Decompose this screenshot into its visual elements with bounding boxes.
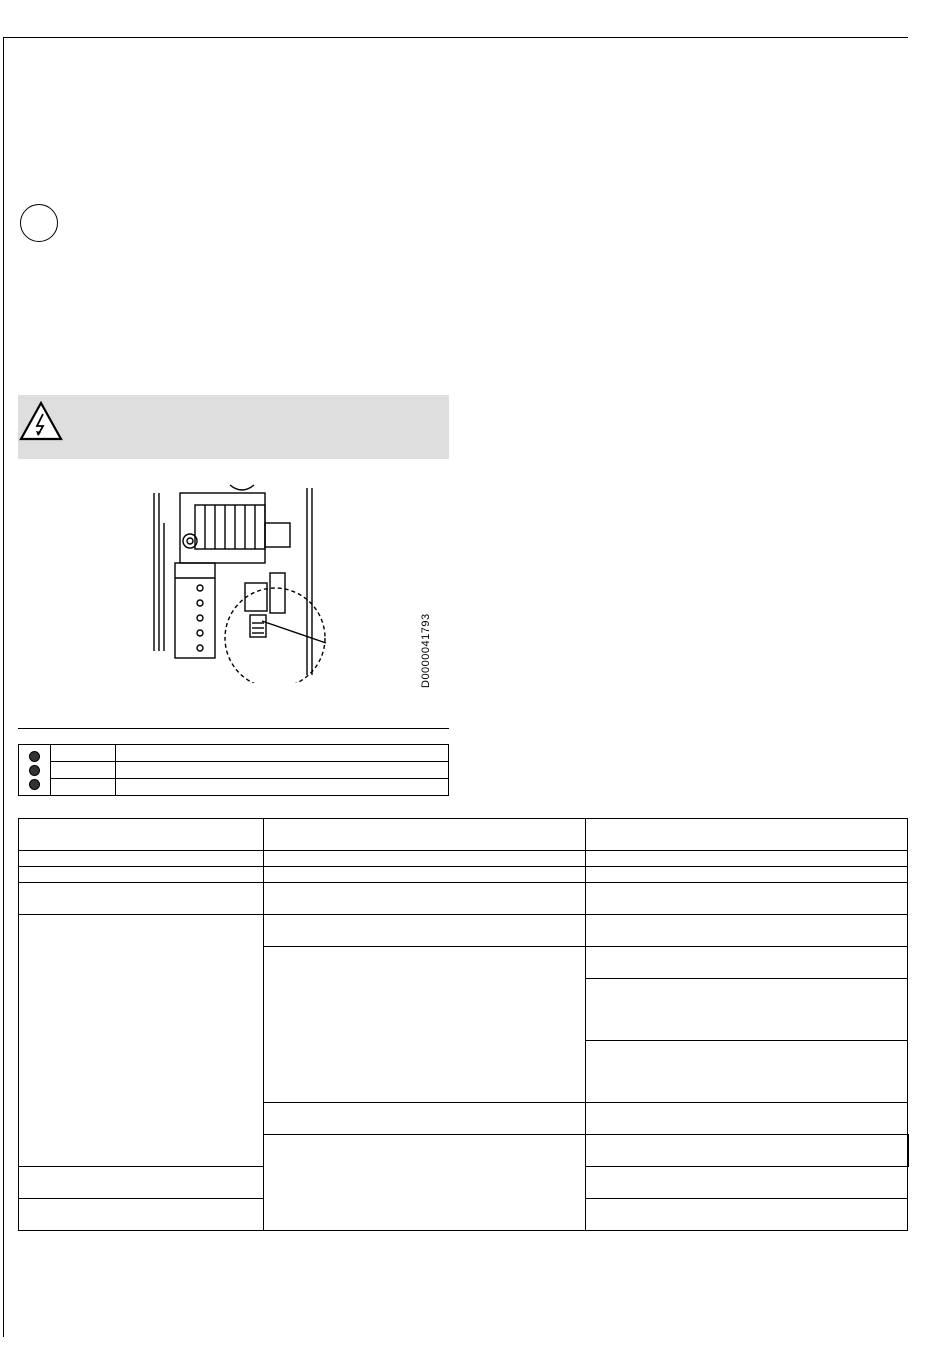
table-cell (908, 1135, 909, 1167)
legend-value-cell (116, 745, 449, 762)
table-cell (585, 915, 907, 947)
table-cell (585, 867, 907, 883)
terminal-dot-icon (29, 779, 40, 790)
table-cell (585, 1167, 907, 1199)
legend-table (18, 744, 449, 796)
table-cell (19, 867, 264, 883)
table-cell (585, 1103, 907, 1135)
table-cell (19, 915, 264, 1167)
terminal-dot-icon (29, 765, 40, 776)
table-row (19, 851, 909, 867)
table-cell (264, 867, 585, 883)
table-cell (585, 1041, 907, 1103)
table-cell (19, 819, 264, 851)
terminal-dot-icon (29, 751, 40, 762)
warning-box (18, 395, 449, 459)
table-cell (585, 851, 907, 867)
table-cell (264, 947, 585, 1103)
table-cell (585, 819, 907, 851)
legend-value-cell (116, 779, 449, 796)
table-row (19, 915, 909, 947)
page-top-rule (3, 37, 908, 38)
table-row (19, 883, 909, 915)
terminal-legend (18, 728, 449, 798)
info-circle-icon (20, 204, 58, 242)
legend-value-cell (116, 762, 449, 779)
table-header-row (19, 819, 909, 851)
table-cell (585, 979, 907, 1041)
table-cell (19, 1199, 264, 1231)
table-cell (585, 1199, 907, 1231)
page-left-rule (3, 37, 4, 1337)
table-cell (585, 1135, 907, 1167)
troubleshooting-table (18, 818, 909, 1231)
table-cell (585, 947, 907, 979)
legend-key-cell (51, 745, 116, 762)
table-cell (19, 883, 264, 915)
legend-key-cell (51, 779, 116, 796)
table-cell (585, 883, 907, 915)
table-row (19, 867, 909, 883)
table-cell (264, 915, 585, 947)
terminal-dots-cell (19, 745, 51, 796)
figure-code: D0000041793 (420, 613, 432, 688)
table-cell (264, 819, 585, 851)
terminal-figure (150, 483, 335, 683)
legend-top-rule (18, 728, 449, 729)
table-cell (19, 1167, 264, 1199)
electric-hazard-warning-icon (18, 400, 64, 442)
table-cell (264, 851, 585, 867)
table-cell (264, 883, 585, 915)
table-cell (19, 851, 264, 867)
table-cell (264, 1103, 585, 1135)
legend-key-cell (51, 762, 116, 779)
table-cell (264, 1135, 585, 1231)
